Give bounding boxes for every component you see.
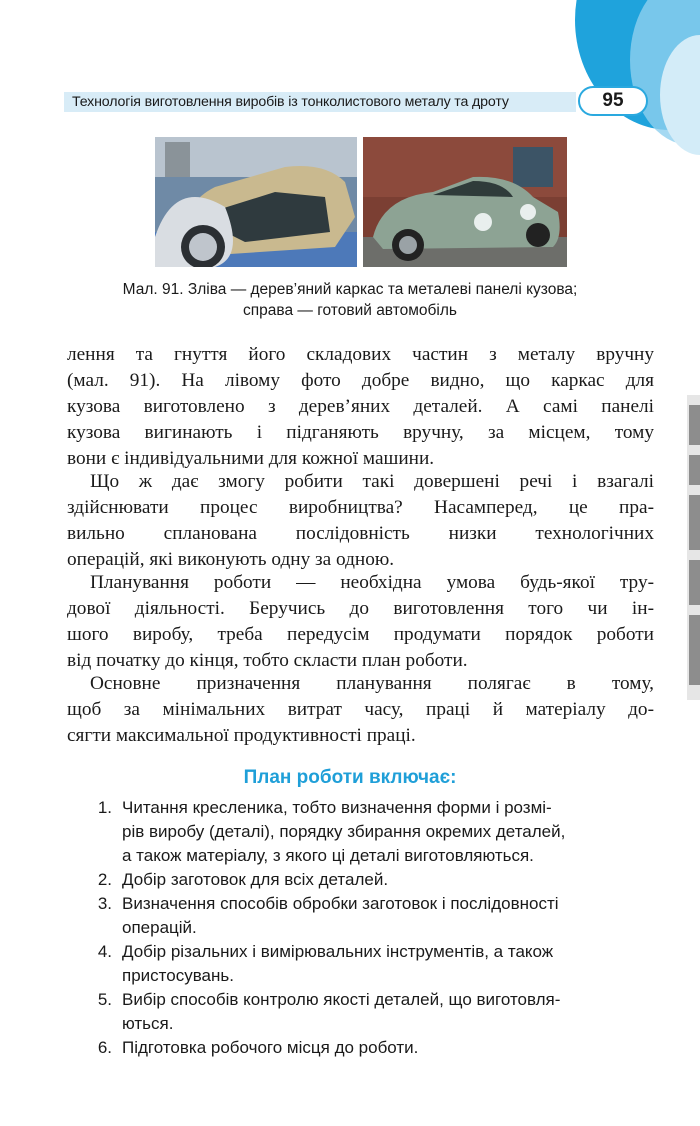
decorative-corner-shape <box>0 0 700 160</box>
photo-finished-car <box>363 137 567 267</box>
page-number: 95 <box>602 90 624 111</box>
paragraph-line: операцій, які виконують одну за одною. <box>67 549 395 570</box>
paragraph-line: вони є індивідуальними для кожної машини. <box>67 448 435 469</box>
list-item-line: Визначення способів обробки заготовок і послідовності <box>122 894 559 913</box>
list-number: 1. <box>97 798 112 817</box>
plan-heading: План роботи включає: <box>243 767 457 788</box>
paragraph-line: кузова виготовлено з дерев’яних деталей. А самі панелі <box>67 396 654 417</box>
paragraph-line: кузова вигинають і підганяють вручну, за місцем, тому <box>67 422 654 443</box>
list-item-line: Підготовка робочого місця до роботи. <box>122 1038 419 1057</box>
photo-wooden-frame-body-panels <box>155 137 357 267</box>
list-number: 4. <box>97 942 112 961</box>
paragraph-line: вильно спланована послідовність низки технологічних <box>67 523 654 544</box>
paragraph-line: від початку до кінця, тобто скласти план роботи. <box>67 650 468 671</box>
list-number: 6. <box>97 1038 112 1057</box>
running-header: Технологія виготовлення виробів із тонколистового металу та дроту <box>72 94 509 110</box>
paragraph-line: (мал. 91). На лівому фото добре видно, що каркас для <box>67 370 654 391</box>
list-number: 3. <box>97 894 112 913</box>
list-item-line: а також матеріалу, з якого ці деталі виготовляються. <box>122 846 534 865</box>
paragraph-line: лення та гнуття його складових частин з металу вручну <box>67 344 654 365</box>
list-item-line: Вибір способів контролю якості деталей, що виготовля- <box>122 990 561 1009</box>
paragraph-line: дової діяльності. Беручись до виготовлення того чи ін- <box>67 598 654 619</box>
list-number: 5. <box>97 990 112 1009</box>
list-item-line: операцій. <box>122 918 197 937</box>
paragraph-line: Основне призначення планування полягає в тому, <box>90 673 654 694</box>
side-tab-decoration <box>683 395 700 700</box>
list-item-line: пристосувань. <box>122 966 234 985</box>
list-item-line: Читання кресленика, тобто визначення форми і розмі- <box>122 798 552 817</box>
paragraph-line: шого виробу, треба передусім продумати порядок роботи <box>67 624 654 645</box>
list-number: 2. <box>97 870 112 889</box>
paragraph-line: здійснювати процес виробництва? Насамперед, це пра- <box>67 497 654 518</box>
list-item-line: Добір різальних і вимірювальних інструментів, а також <box>122 942 554 961</box>
list-item-line: Добір заготовок для всіх деталей. <box>122 870 389 889</box>
paragraph-line: Що ж дає змогу робити такі довершені речі і взагалі <box>90 471 654 492</box>
figure-caption-line-2: справа — готовий автомобіль <box>243 302 457 319</box>
paragraph-line: сягти максимальної продуктивності праці. <box>67 725 416 746</box>
paragraph-line: щоб за мінімальних витрат часу, праці й матеріалу до- <box>67 699 654 720</box>
figure-caption-line-1: Мал. 91. Зліва — дерев’яний каркас та металеві панелі кузова; <box>122 281 578 298</box>
list-item-line: рів виробу (деталі), порядку збирання окремих деталей, <box>122 822 566 841</box>
list-item-line: ються. <box>122 1014 174 1033</box>
paragraph-line: Планування роботи — необхідна умова будь-якої тру- <box>90 572 654 593</box>
